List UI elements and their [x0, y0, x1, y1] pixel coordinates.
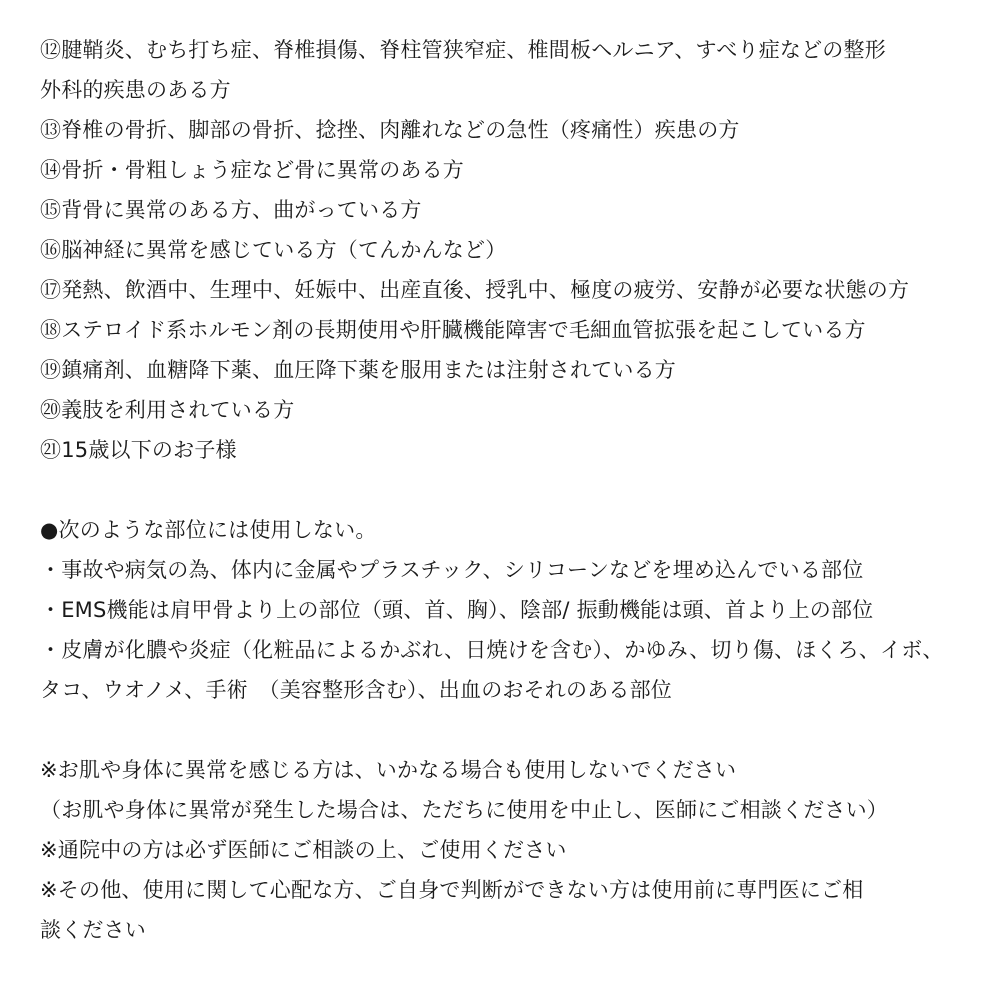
body-parts-section — [40, 510, 970, 710]
section-heading: ●次のような部位には使用しない。 — [40, 518, 377, 542]
spacer — [40, 710, 970, 750]
condition-item: 外科的疾患のある方 — [40, 78, 231, 102]
body-part-item: タコ、ウオノメ、手術 （美容整形含む）、出血のおそれのある部位 — [40, 678, 672, 702]
note-item: ※通院中の方は必ず医師にご相談の上、ご使用ください — [40, 838, 567, 862]
condition-item: ⑭骨折・骨粗しょう症など骨に異常のある方 — [40, 158, 464, 182]
condition-item: ⑱ステロイド系ホルモン剤の長期使用や肝臓機能障害で毛細血管拡張を起こしている方 — [40, 318, 866, 342]
condition-item: ⑯脳神経に異常を感じている方（てんかんなど） — [40, 238, 507, 262]
condition-item: ⑳義肢を利用されている方 — [40, 398, 295, 422]
condition-item: ⑲鎮痛剤、血糖降下薬、血圧降下薬を服用または注射されている方 — [40, 358, 676, 382]
condition-item: ⑮背骨に異常のある方、曲がっている方 — [40, 198, 422, 222]
note-item: ※その他、使用に関して心配な方、ご自身で判断ができない方は使用前に専門医にご相 — [40, 878, 864, 902]
notes-section — [40, 750, 970, 950]
body-part-item: ・皮膚が化膿や炎症（化粧品によるかぶれ、日焼けを含む）、かゆみ、切り傷、ほくろ、イボ、 — [40, 638, 944, 662]
condition-item: ⑬脊椎の骨折、脚部の骨折、捻挫、肉離れなどの急性（疼痛性）疾患の方 — [40, 118, 740, 142]
condition-item: ㉑15歳以下のお子様 — [40, 438, 237, 462]
condition-item: ⑰発熱、飲酒中、生理中、妊娠中、出産直後、授乳中、極度の疲労、安静が必要な状態の方 — [40, 278, 910, 302]
note-item: （お肌や身体に異常が発生した場合は、ただちに使用を中止し、医師にご相談ください） — [40, 798, 888, 822]
note-item: 談ください — [40, 918, 146, 942]
body-part-item: ・EMS機能は肩甲骨より上の部位（頭、首、胸）、陰部/ 振動機能は頭、首より上の部位 — [40, 598, 874, 622]
precautions-document — [40, 30, 970, 950]
conditions-list — [40, 30, 970, 470]
condition-item: ⑫腱鞘炎、むち打ち症、脊椎損傷、脊柱管狭窄症、椎間板ヘルニア、すべり症などの整形 — [40, 38, 886, 62]
note-item: ※お肌や身体に異常を感じる方は、いかなる場合も使用しないでください — [40, 758, 737, 782]
body-part-item: ・事故や病気の為、体内に金属やプラスチック、シリコーンなどを埋め込んでいる部位 — [40, 558, 864, 582]
spacer — [40, 470, 970, 510]
